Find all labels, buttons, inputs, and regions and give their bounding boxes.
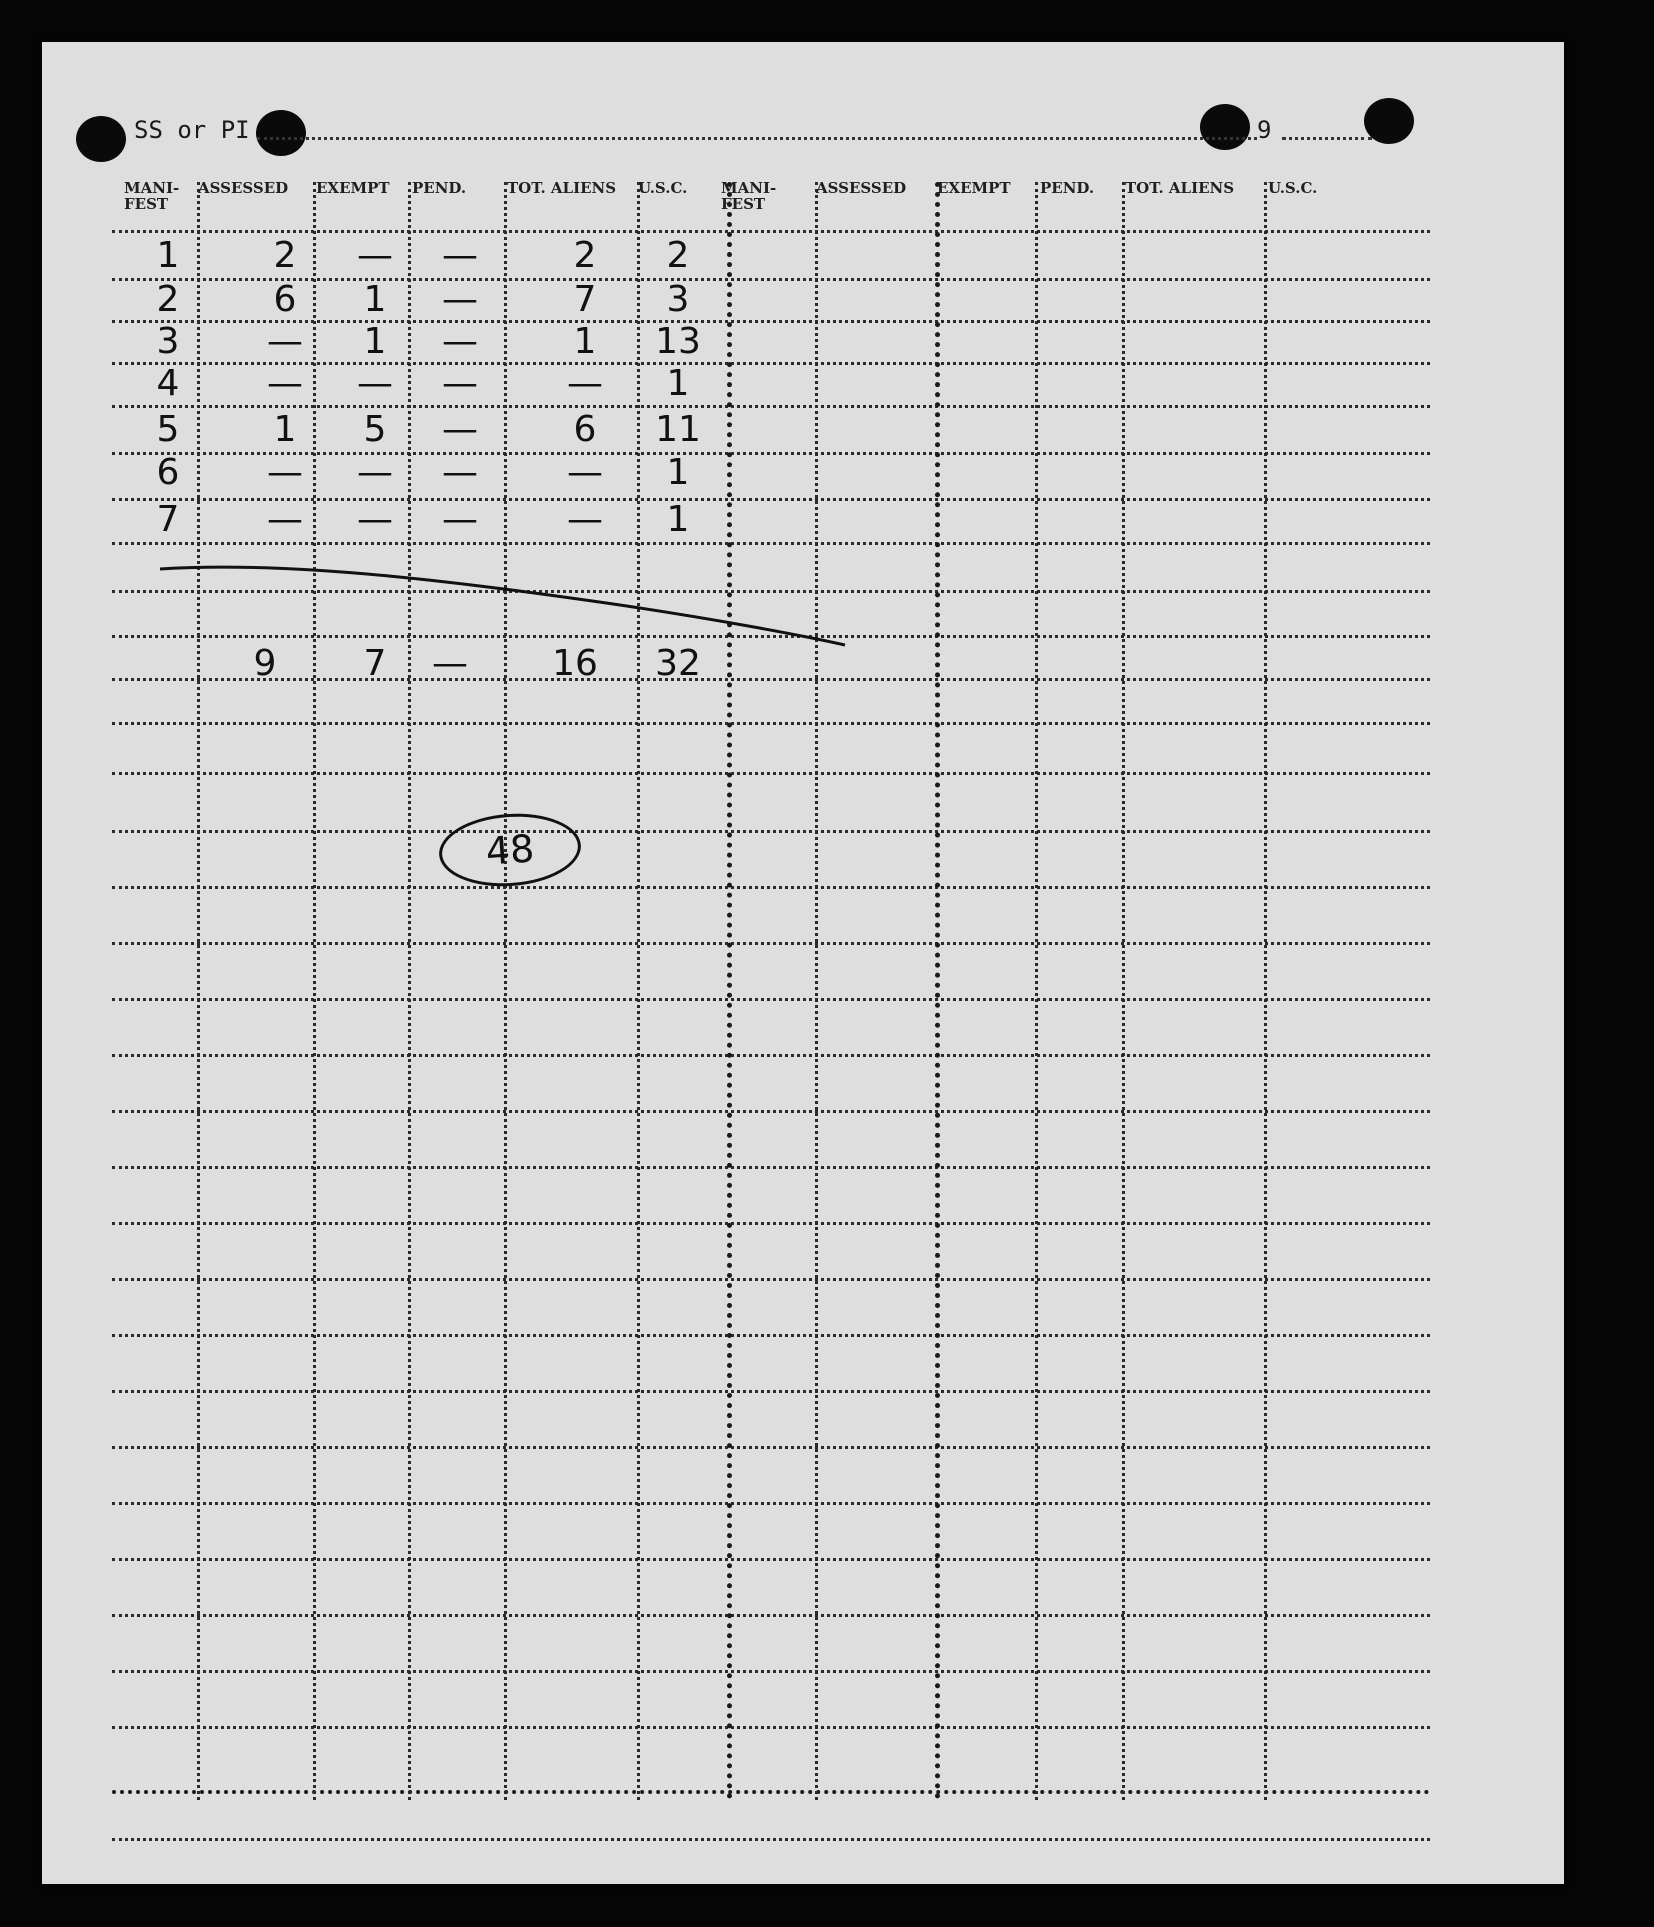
entry-pend: —	[442, 279, 478, 320]
header-year-suffix: 9	[1257, 116, 1272, 144]
circled-number: 48	[437, 809, 584, 891]
grid-row-line	[112, 1222, 1430, 1225]
grid-row-line	[112, 498, 1430, 501]
header-dotted-line	[1282, 137, 1372, 140]
header-exempt: EXEMPT	[316, 179, 390, 197]
entry-pend: —	[442, 363, 478, 404]
grid-row-line	[112, 1502, 1430, 1505]
entry-usc: 1	[666, 452, 690, 493]
entry-tot-aliens: —	[567, 499, 603, 540]
entry-tot-aliens: 6	[573, 409, 597, 450]
punch-hole	[1200, 104, 1250, 150]
entry-usc: 1	[666, 363, 690, 404]
grid-row-line	[112, 1838, 1430, 1841]
entry-manifest: 1	[156, 235, 180, 276]
header-pend: PEND.	[412, 179, 467, 197]
grid-row-line	[112, 362, 1430, 365]
entry-pend: —	[442, 235, 478, 276]
entry-usc: 3	[666, 279, 690, 320]
entry-assessed: —	[267, 499, 303, 540]
entry-pend: —	[442, 409, 478, 450]
grid-row-line	[112, 1110, 1430, 1113]
header-usc-right: U.S.C.	[1268, 179, 1318, 197]
header-tot-aliens: TOT. ALIENS	[507, 179, 617, 197]
entry-assessed: 2	[273, 235, 297, 276]
grid-row-line	[112, 542, 1430, 545]
grid-row-line	[112, 1790, 1430, 1794]
entry-tot-aliens: 2	[573, 235, 597, 276]
entry-exempt: 1	[363, 279, 387, 320]
entry-manifest: 6	[156, 452, 180, 493]
grid-column-line	[1122, 182, 1125, 1800]
grid-column-line	[935, 182, 940, 1800]
grid-row-line	[112, 1054, 1430, 1057]
entry-tot-aliens: 7	[573, 279, 597, 320]
grid-row-line	[112, 1558, 1430, 1561]
entry-assessed: —	[267, 321, 303, 362]
entry-assessed: 1	[273, 409, 297, 450]
header-prefix: SS or PI	[134, 116, 250, 144]
grid-row-line	[112, 998, 1430, 1001]
entry-pend: —	[442, 321, 478, 362]
form-sheet	[42, 42, 1564, 1884]
entry-exempt: —	[357, 363, 393, 404]
entry-usc: 13	[655, 321, 701, 362]
punch-hole	[256, 110, 306, 156]
header-tot-aliens-right: TOT. ALIENS	[1125, 179, 1235, 197]
entry-assessed: 6	[273, 279, 297, 320]
grid-row-line	[112, 230, 1430, 233]
grid-row-line	[112, 1726, 1430, 1729]
grid-row-line	[112, 772, 1430, 775]
entry-pend: —	[442, 499, 478, 540]
grid-row-line	[112, 722, 1430, 725]
grid-row-line	[112, 405, 1430, 408]
grid-row-line	[112, 1334, 1430, 1337]
total-exempt: 7	[363, 643, 387, 684]
entry-manifest: 2	[156, 279, 180, 320]
grid-column-line	[1264, 182, 1267, 1800]
header-manifest-right: MANI- FEST	[721, 179, 777, 213]
grid-column-line	[815, 182, 818, 1800]
total-assessed: 9	[253, 643, 277, 684]
total-pend: —	[432, 643, 468, 684]
entry-manifest: 3	[156, 321, 180, 362]
entry-pend: —	[442, 452, 478, 493]
grid-row-line	[112, 678, 1430, 681]
grid-row-line	[112, 942, 1430, 945]
header-dotted-line	[257, 137, 1257, 140]
entry-tot-aliens: —	[567, 363, 603, 404]
header-assessed-right: ASSESSED	[816, 179, 907, 197]
punch-hole	[76, 116, 126, 162]
grid-column-line	[1035, 182, 1038, 1800]
entry-tot-aliens: —	[567, 452, 603, 493]
grid-row-line	[112, 320, 1430, 323]
entry-usc: 2	[666, 235, 690, 276]
grid-row-line	[112, 1614, 1430, 1617]
grid-row-line	[112, 590, 1430, 593]
entry-exempt: 5	[363, 409, 387, 450]
header-usc: U.S.C.	[638, 179, 688, 197]
grid-row-line	[112, 1278, 1430, 1281]
total-tot-aliens: 16	[552, 643, 598, 684]
entry-usc: 1	[666, 499, 690, 540]
entry-assessed: —	[267, 452, 303, 493]
entry-exempt: —	[357, 235, 393, 276]
entry-usc: 11	[655, 409, 701, 450]
header-exempt-right: EXEMPT	[937, 179, 1011, 197]
grid-row-line	[112, 1390, 1430, 1393]
grid-row-line	[112, 1670, 1430, 1673]
grid-row-line	[112, 635, 1430, 638]
entry-manifest: 5	[156, 409, 180, 450]
grid-column-line	[504, 182, 507, 1800]
grid-row-line	[112, 1446, 1430, 1449]
header-pend-right: PEND.	[1040, 179, 1095, 197]
grid-row-line	[112, 886, 1430, 889]
header-assessed: ASSESSED	[198, 179, 289, 197]
entry-tot-aliens: 1	[573, 321, 597, 362]
header-manifest: MANI- FEST	[124, 179, 180, 213]
grid-row-line	[112, 830, 1430, 833]
entry-assessed: —	[267, 363, 303, 404]
entry-exempt: —	[357, 499, 393, 540]
entry-exempt: 1	[363, 321, 387, 362]
entry-manifest: 4	[156, 363, 180, 404]
entry-exempt: —	[357, 452, 393, 493]
grid-column-line	[727, 182, 732, 1800]
total-usc: 32	[655, 643, 701, 684]
grid-row-line	[112, 1166, 1430, 1169]
entry-manifest: 7	[156, 499, 180, 540]
grid-row-line	[112, 278, 1430, 281]
